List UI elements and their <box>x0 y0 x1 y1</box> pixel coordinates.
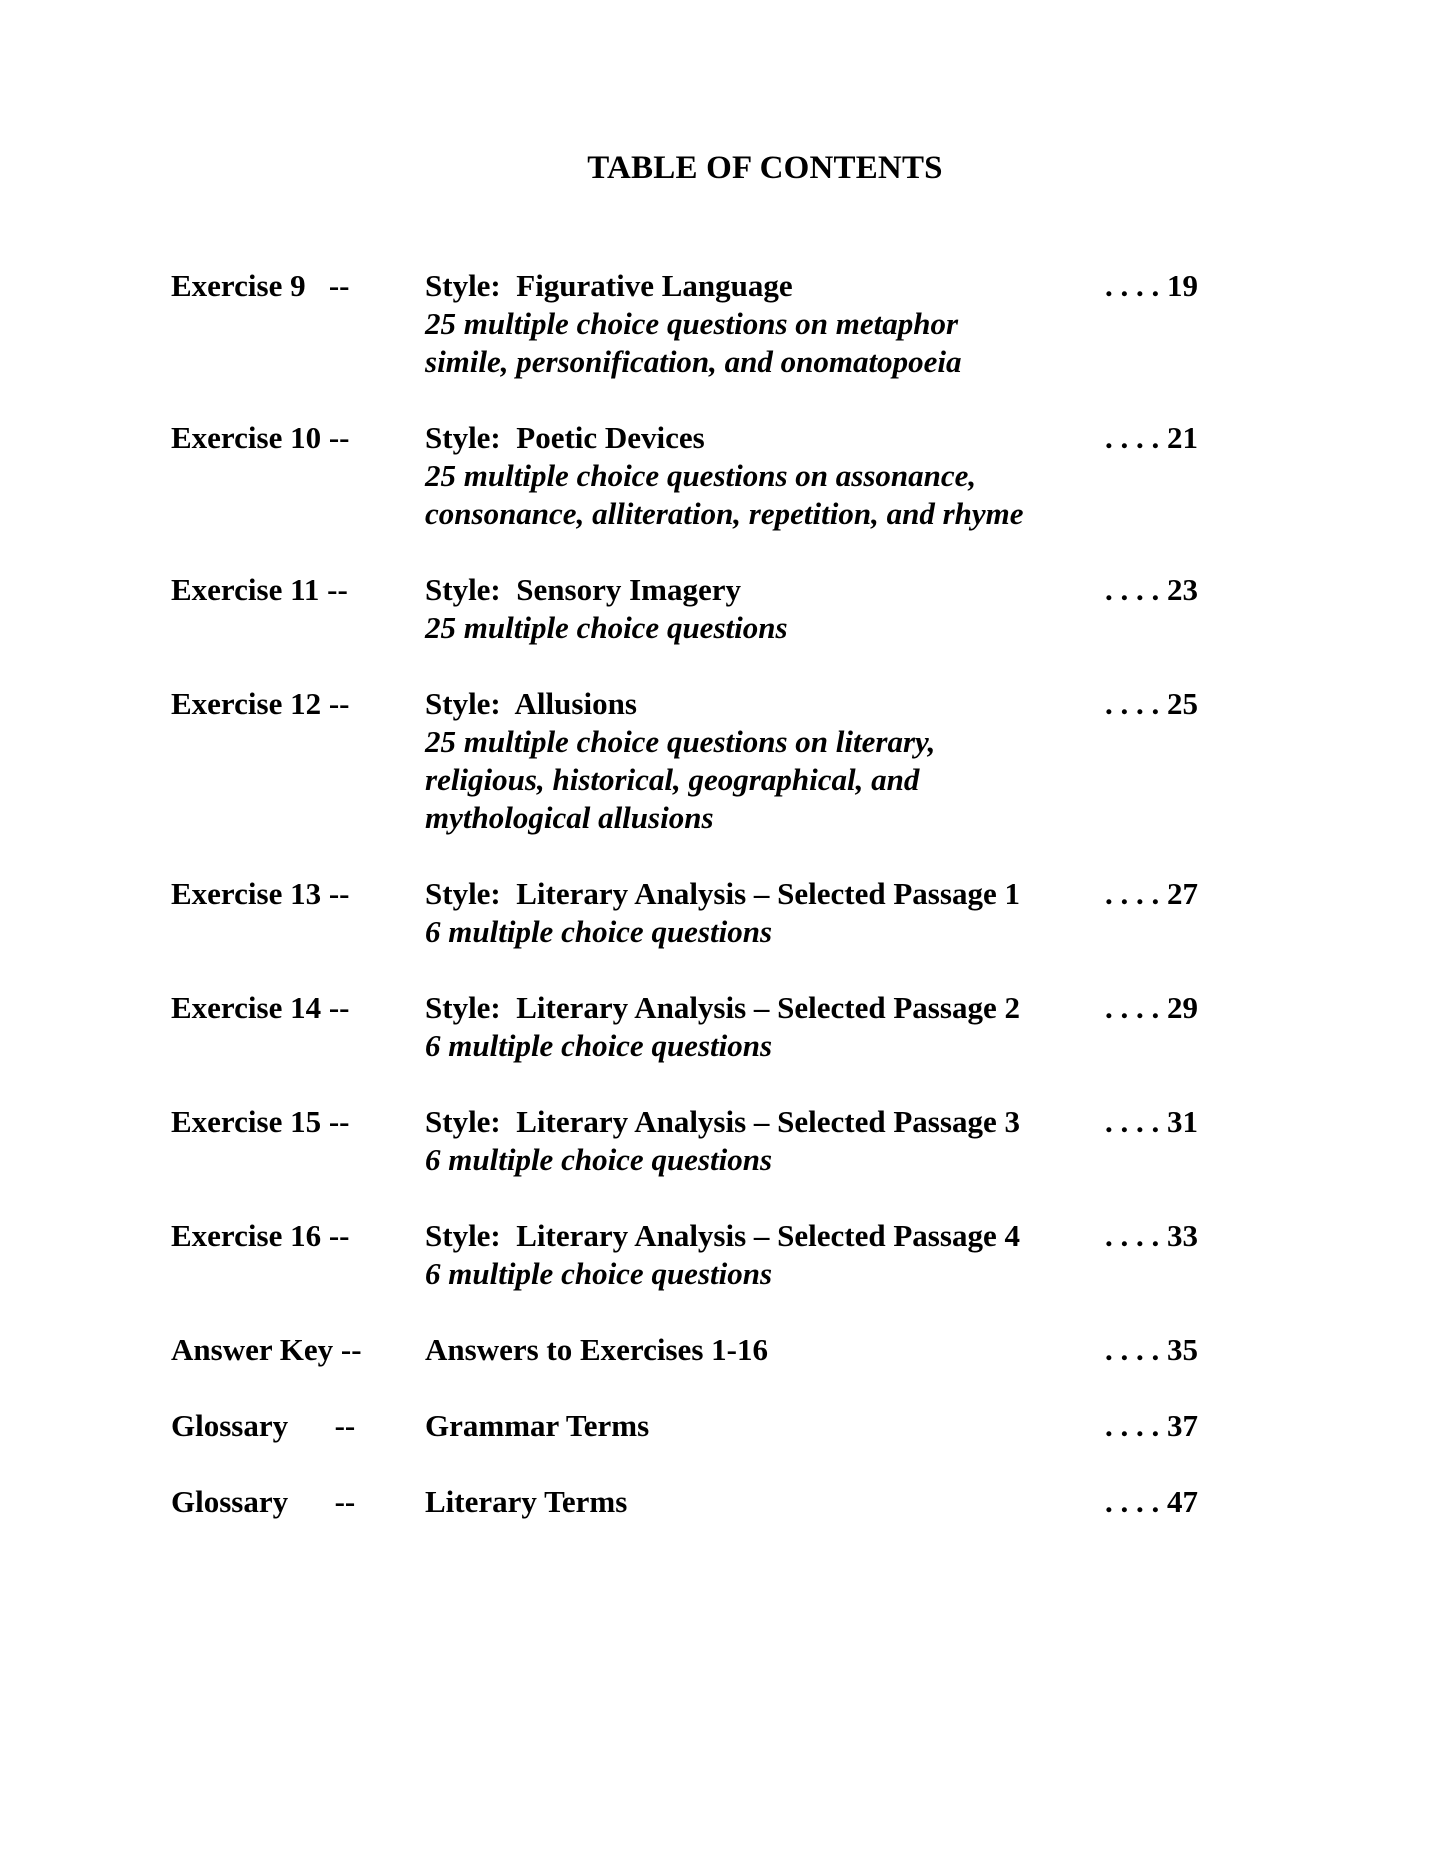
toc-entry-description-line: religious, historical, geographical, and <box>425 762 920 797</box>
toc-entry-body <box>425 267 1065 381</box>
toc-entry-heading: Literary Terms <box>425 1484 628 1519</box>
toc-entry-label: Exercise 13 -- <box>171 876 350 911</box>
toc-entry-page-number: . . . . 47 <box>1105 1484 1198 1519</box>
toc-entry <box>171 1217 1271 1293</box>
toc-entry <box>171 267 1271 381</box>
toc-entry-heading: Grammar Terms <box>425 1408 650 1443</box>
toc-entry-description-line: 6 multiple choice questions <box>425 1028 773 1063</box>
toc-entry-description-line: 6 multiple choice questions <box>425 914 773 949</box>
toc-entry-heading: Style: Sensory Imagery <box>425 572 741 607</box>
toc-entry-description-line: mythological allusions <box>425 800 714 835</box>
toc-entry-body <box>425 571 1065 647</box>
toc-entry <box>171 1407 1271 1445</box>
toc-entry-label: Exercise 14 -- <box>171 990 350 1025</box>
toc-entry <box>171 1483 1271 1521</box>
toc-entry-body <box>425 1103 1065 1179</box>
toc-entry <box>171 989 1271 1065</box>
toc-entry-description-line: simile, personification, and onomatopoeia <box>425 344 962 379</box>
toc-entry-label: Exercise 12 -- <box>171 686 350 721</box>
toc-entry-label: Exercise 15 -- <box>171 1104 350 1139</box>
toc-entry-page-number: . . . . 29 <box>1105 990 1198 1025</box>
toc-entry-label: Answer Key -- <box>171 1332 362 1367</box>
toc-entry-label: Exercise 11 -- <box>171 572 348 607</box>
toc-entry-label: Glossary -- <box>171 1408 356 1443</box>
toc-entry-label: Exercise 16 -- <box>171 1218 350 1253</box>
toc-entry-description-line: 6 multiple choice questions <box>425 1256 773 1291</box>
toc-entry <box>171 419 1271 533</box>
toc-entry-body <box>425 685 1065 837</box>
table-of-contents <box>171 267 1271 1521</box>
toc-entry-body <box>425 1217 1065 1293</box>
toc-entry-label: Exercise 9 -- <box>171 268 350 303</box>
toc-entry-page-number: . . . . 33 <box>1105 1218 1198 1253</box>
toc-entry <box>171 571 1271 647</box>
toc-entry <box>171 1103 1271 1179</box>
toc-entry-heading: Style: Literary Analysis – Selected Passage 1 <box>425 876 1020 911</box>
toc-entry-heading: Style: Allusions <box>425 686 637 721</box>
toc-entry-page-number: . . . . 25 <box>1105 686 1198 721</box>
toc-entry-description-line: 25 multiple choice questions on assonance, <box>425 458 977 493</box>
toc-entry-description-line: consonance, alliteration, repetition, and rhyme <box>425 496 1024 531</box>
toc-entry-label: Exercise 10 -- <box>171 420 350 455</box>
toc-entry-body <box>425 1331 1065 1369</box>
toc-entry-heading: Style: Literary Analysis – Selected Passage 4 <box>425 1218 1020 1253</box>
toc-entry-page-number: . . . . 23 <box>1105 572 1198 607</box>
toc-entry-body <box>425 419 1065 533</box>
toc-entry-page-number: . . . . 27 <box>1105 876 1198 911</box>
toc-entry-page-number: . . . . 21 <box>1105 420 1198 455</box>
toc-entry-page-number: . . . . 37 <box>1105 1408 1198 1443</box>
toc-entry <box>171 875 1271 951</box>
toc-entry-body <box>425 1483 1065 1521</box>
toc-entry-page-number: . . . . 19 <box>1105 268 1198 303</box>
toc-entry-description-line: 25 multiple choice questions on metaphor <box>425 306 959 341</box>
toc-entry-heading: Style: Figurative Language <box>425 268 793 303</box>
toc-entry-heading: Answers to Exercises 1-16 <box>425 1332 768 1367</box>
toc-entry-description-line: 25 multiple choice questions <box>425 610 788 645</box>
toc-entry-page-number: . . . . 31 <box>1105 1104 1198 1139</box>
toc-entry-description-line: 25 multiple choice questions on literary, <box>425 724 936 759</box>
toc-entry-label: Glossary -- <box>171 1484 356 1519</box>
toc-entry-body <box>425 1407 1065 1445</box>
toc-entry-description-line: 6 multiple choice questions <box>425 1142 773 1177</box>
toc-entry-body <box>425 875 1065 951</box>
page-title: TABLE OF CONTENTS <box>587 150 943 186</box>
toc-entry-page-number: . . . . 35 <box>1105 1332 1198 1367</box>
toc-entry-body <box>425 989 1065 1065</box>
toc-entry-heading: Style: Literary Analysis – Selected Passage 2 <box>425 990 1020 1025</box>
toc-entry <box>171 1331 1271 1369</box>
toc-entry-heading: Style: Poetic Devices <box>425 420 705 455</box>
toc-entry-heading: Style: Literary Analysis – Selected Passage 3 <box>425 1104 1020 1139</box>
toc-entry <box>171 685 1271 837</box>
